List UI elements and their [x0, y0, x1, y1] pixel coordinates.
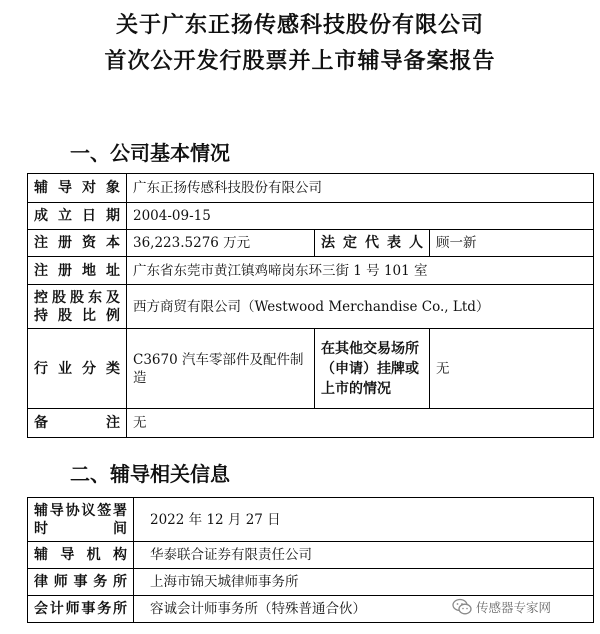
- controlling-shareholder-label: [28, 285, 127, 329]
- section-heading-company-info: 一、公司基本情况: [70, 141, 230, 165]
- law-firm-label: 律师事务所: [28, 569, 134, 596]
- table-row: [28, 257, 594, 285]
- document-title-line2: 首次公开发行股票并上市辅导备案报告: [104, 48, 496, 74]
- table-row: [28, 230, 594, 257]
- agreement-time-value: 2022 年 12 月 27 日: [134, 498, 594, 542]
- table-row: [28, 569, 594, 596]
- table-row: [28, 409, 594, 438]
- address-value: 广东省东莞市黄江镇鸡啼岗东环三街 1 号 101 室: [127, 257, 594, 285]
- established-value: 2004-09-15: [127, 203, 594, 230]
- table-row: [28, 285, 594, 329]
- established-label: 成立日期: [28, 203, 127, 230]
- other-exchange-label: 在其他交易场所（申请）挂牌或上市的情况: [315, 329, 430, 409]
- law-firm-value: 上海市锦天城律师事务所: [134, 569, 594, 596]
- address-label: 注册地址: [28, 257, 127, 285]
- counselee-label: 辅导对象: [28, 174, 127, 203]
- section-heading-guidance-info: 二、辅导相关信息: [70, 462, 230, 486]
- agreement-time-label: [28, 498, 134, 542]
- table-row: [28, 329, 594, 409]
- document-title-line1: 关于广东正扬传感科技股份有限公司: [115, 12, 484, 38]
- legal-rep-value: 顾一新: [430, 230, 594, 257]
- table-row: [28, 498, 594, 542]
- remarks-label: 备注: [28, 409, 127, 438]
- agreement-label-line2: 时间: [34, 520, 127, 537]
- controlling-label-line1: 控股股东及: [34, 289, 120, 306]
- capital-label: 注册资本: [28, 230, 127, 257]
- other-exchange-value: 无: [430, 329, 594, 409]
- table-row: [28, 203, 594, 230]
- table-row: [28, 174, 594, 203]
- remarks-value: 无: [127, 409, 594, 438]
- institution-value: 华泰联合证券有限责任公司: [134, 542, 594, 569]
- watermark: [452, 594, 592, 620]
- company-info-table: [27, 173, 594, 438]
- controlling-label-line2: 持股比例: [34, 307, 120, 324]
- industry-label: 行业分类: [28, 329, 127, 409]
- accounting-firm-value: 容诚会计师事务所（特殊普通合伙）: [134, 596, 594, 623]
- table-row: [28, 542, 594, 569]
- wechat-icon: [452, 598, 472, 616]
- accounting-firm-label: 会计师事务所: [28, 596, 134, 623]
- industry-value: C3670 汽车零部件及配件制造: [127, 329, 315, 409]
- controlling-shareholder-value: 西方商贸有限公司（Westwood Merchandise Co., Ltd）: [127, 285, 594, 329]
- legal-rep-label: 法定代表人: [315, 230, 430, 257]
- counselee-value: 广东正扬传感科技股份有限公司: [127, 174, 594, 203]
- institution-label: 辅导机构: [28, 542, 134, 569]
- capital-value: 36,223.5276 万元: [127, 230, 315, 257]
- agreement-label-line1: 辅导协议签署: [34, 502, 127, 519]
- watermark-text: 传感器专家网: [476, 600, 552, 615]
